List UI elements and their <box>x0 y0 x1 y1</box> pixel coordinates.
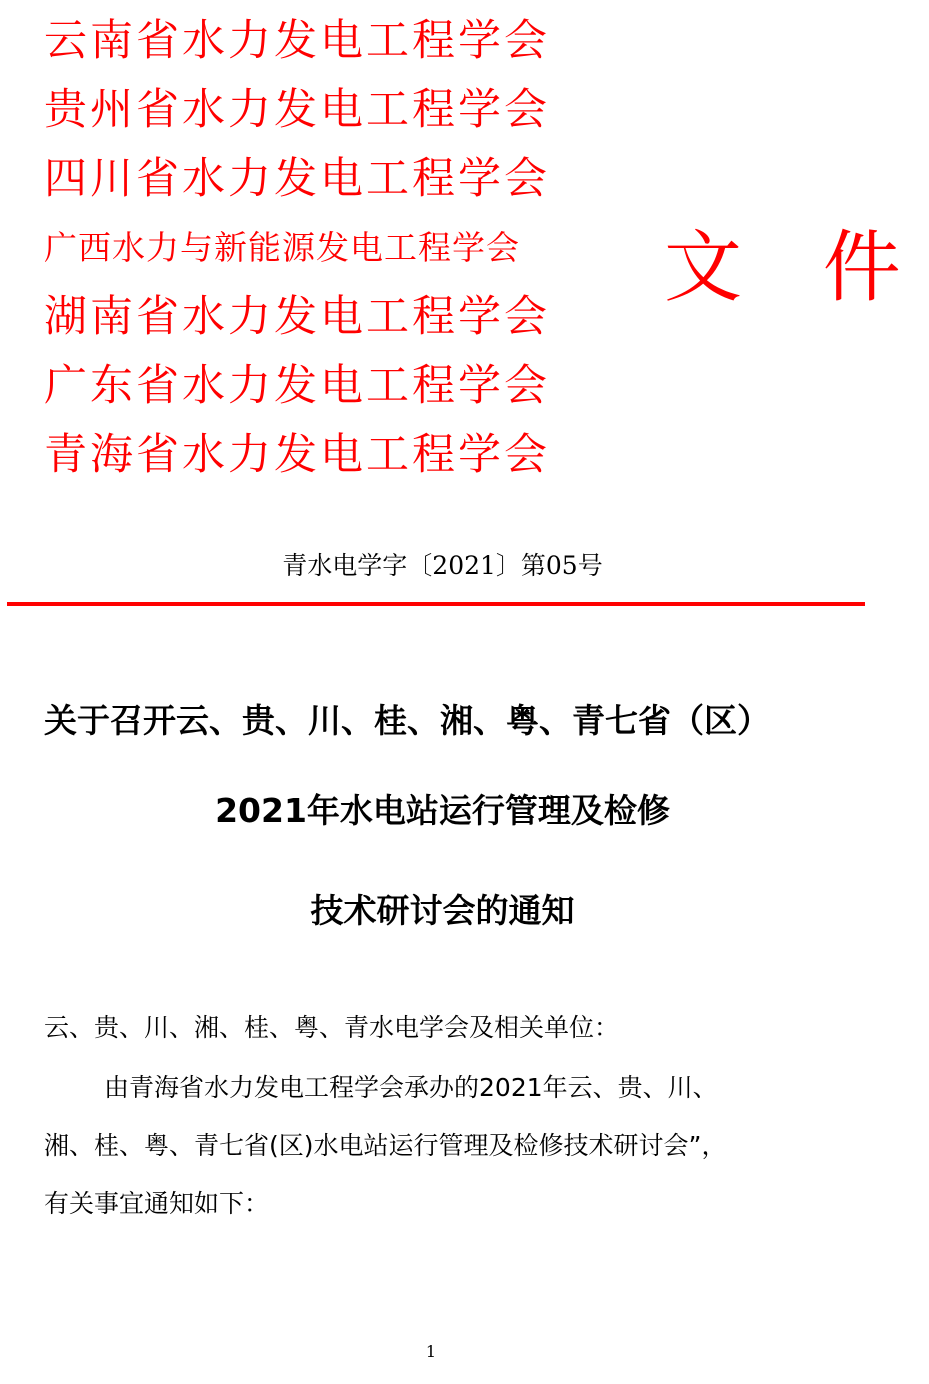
body-paragraph-line-1: 由青海省水力发电工程学会承办的2021年云、贵、川、 <box>104 1073 718 1102</box>
notice-title-line-2: 2021年水电站运行管理及检修 <box>215 791 670 830</box>
header-divider <box>7 602 865 606</box>
body-paragraph-line-2: 湘、桂、粤、青七省(区)水电站运行管理及检修技术研讨会”， <box>44 1131 727 1160</box>
document-mark: 文 件 <box>664 223 929 313</box>
issuing-organizations-list <box>44 12 604 495</box>
organization-name: 湖南省水力发电工程学会 <box>44 292 550 342</box>
organization-name: 云南省水力发电工程学会 <box>44 16 550 66</box>
organization-name: 广东省水力发电工程学会 <box>44 361 550 411</box>
organization-name: 青海省水力发电工程学会 <box>44 430 550 480</box>
document-number: 青水电学字〔2021〕第05号 <box>282 551 603 580</box>
notice-title-line-3: 技术研讨会的通知 <box>310 891 575 930</box>
page-number: 1 <box>425 1342 437 1361</box>
organization-name: 贵州省水力发电工程学会 <box>44 85 550 135</box>
organization-name: 广西水力与新能源发电工程学会 <box>44 228 520 267</box>
organization-name: 四川省水力发电工程学会 <box>44 154 550 204</box>
body-paragraph-line-3: 有关事宜通知如下： <box>44 1189 270 1218</box>
notice-title-line-1: 关于召开云、贵、川、桂、湘、粤、青七省（区） <box>44 701 770 740</box>
addressee-line: 云、贵、川、湘、桂、粤、青水电学会及相关单位： <box>44 1013 620 1042</box>
